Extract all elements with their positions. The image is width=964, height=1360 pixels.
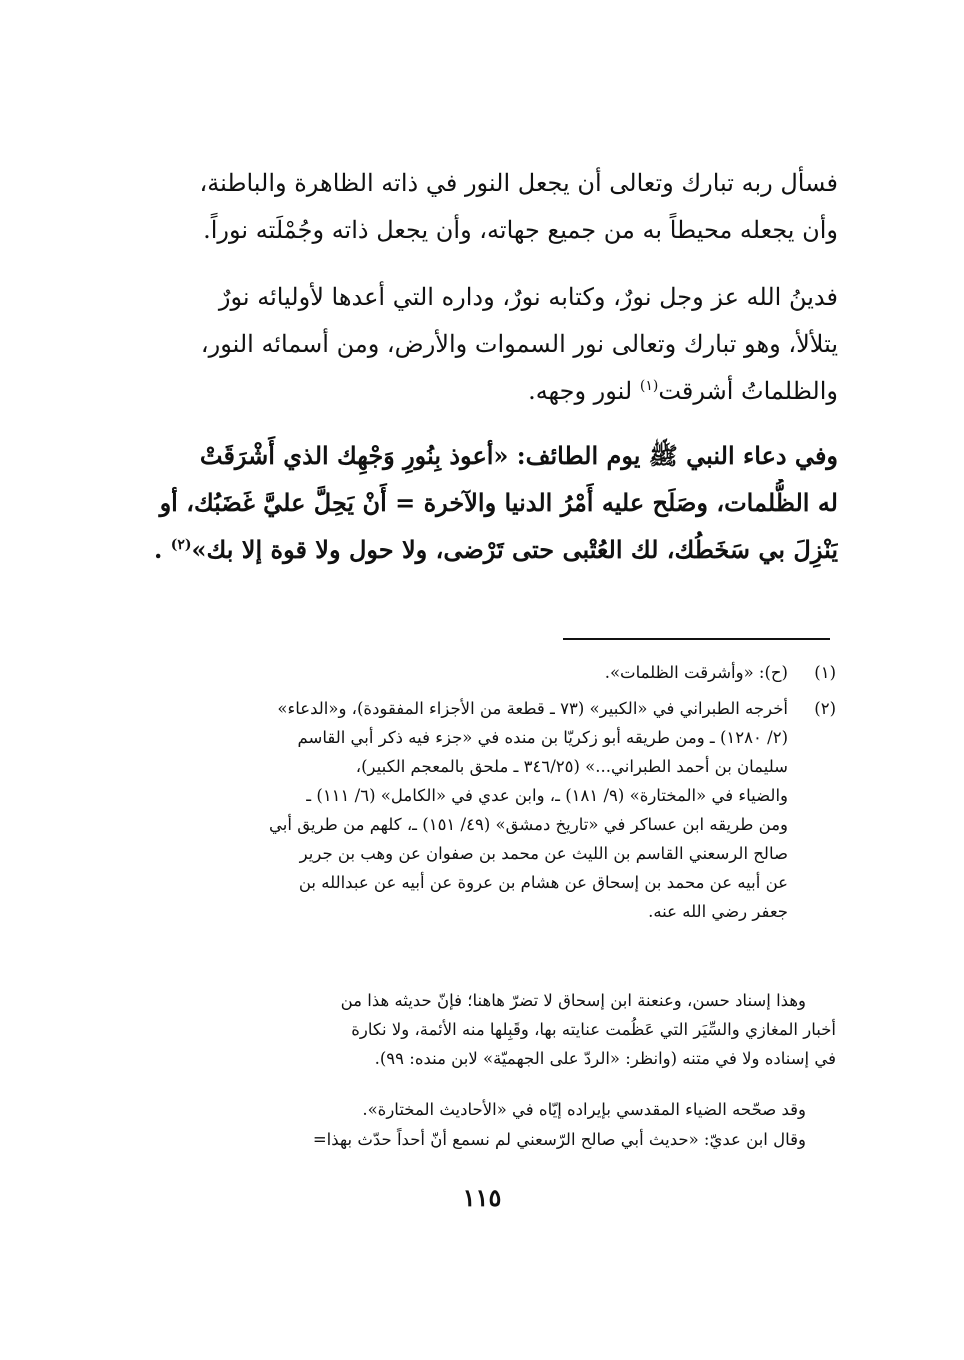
footnote-line: سليمان بن أحمد الطبراني...» (٣٤٦/٢٥ ـ ملحق بالمعجم الكبير)، — [355, 757, 788, 776]
footnote-line: عن أبيه عن محمد بن إسحاق عن هشام بن عروة عن أبيه عن عبدالله بن — [298, 873, 788, 892]
footnote-ref-1: (١) — [639, 378, 659, 394]
footnote-line: جعفر رضي الله عنه. — [648, 902, 788, 921]
text-line — [128, 526, 838, 573]
footnote-line: صالح الرسعني القاسم بن الليث عن محمد بن صفوان عن وهب بن جرير — [299, 844, 788, 863]
footnote-line: وقد صحّحه الضياء المقدسي بإيراده إيّاه في «الأحاديث المختارة». — [362, 1100, 806, 1119]
footnote-line: والضياء في «المختارة» (٩/ ١٨١) ـ، وابن عدي في «الكامل» (٦/ ١١١) ـ — [306, 786, 788, 805]
footnote-line: (ح): «وأشرقت الظلمات». — [604, 663, 788, 682]
text-line: وأن يجعله محيطاً به من جميع جهاته، وأن يجعل ذاته وجُمْلَته نوراً. — [203, 216, 838, 244]
text-line: له الظُّلمات، وصَلَح عليه أَمْرُ الدنيا والآخرة = أَنْ يَحِلَّ عليَّ غَضَبُك، أو — [159, 488, 838, 517]
footnote-line: أخبار المغازي والسِّيَر التي عَظُمت عنايته بها، وقَبِلها منه الأئمة، ولا نكارة — [351, 1020, 836, 1039]
footnote-line: وقال ابن عديّ: «حديث أبي صالح الرّسعني لم نسمع أنّ أحداً حدّث بهذا= — [312, 1130, 806, 1149]
text-line: يتلألأ، وهو تبارك وتعالى نور السموات والأرض، ومن أسمائه النور، — [200, 330, 838, 358]
text-line — [128, 368, 838, 415]
page-number: ١١٥ — [462, 1183, 502, 1212]
text-run: والظلماتُ أشرقت — [658, 377, 838, 405]
footnote-line: أخرجه الطبراني في «الكبير» (٧٣ ـ قطعة من الأجزاء المفقودة)، و«الدعاء» — [277, 699, 788, 718]
text-line: فسأل ربه تبارك وتعالى أن يجعل النور في ذاته الظاهرة والباطنة، — [199, 169, 838, 197]
footnote-line: وهذا إسناد حسن، وعنعنة ابن إسحاق لا تضرّ هاهنا؛ فإنّ حديثه هذا من — [340, 991, 806, 1010]
main-paragraph-1 — [128, 160, 838, 254]
footnote-2 — [128, 694, 836, 926]
text-line: فدينُ الله عز وجل نورٌ، وكتابه نورٌ، وداره التي أعدها لأوليائه نورٌ — [218, 283, 838, 311]
footnote-number: (٢) — [814, 699, 836, 718]
main-paragraph-2 — [128, 274, 838, 415]
text-run: يَنْزِلَ بي سَخَطُك، لك العُتْبى حتى تَرْضى، ولا حول ولا قوة إلا بك» — [191, 535, 838, 564]
footnote-ref-2: (٢) — [170, 537, 192, 553]
footnote-line: في إسناده ولا في متنه (وانظر: «الردّ على الجهميّة» لابن منده: ٩٩). — [374, 1049, 836, 1068]
footnote-line: ومن طريقه ابن عساكر في «تاريخ دمشق» (٤٩/ ١٥١) ـ، كلهم من طريق أبي — [269, 815, 788, 834]
main-paragraph-3 — [128, 432, 838, 573]
footnote-2-authentication — [128, 1095, 836, 1124]
footnote-divider — [563, 638, 830, 640]
footnote-2-ibn-adi-quote — [128, 1125, 836, 1154]
text-run: . — [154, 535, 171, 564]
footnote-line: (٢/ ١٢٨٠) ـ ومن طريقه أبو زكريّا بن منده في «جزء فيه ذكر أبي القاسم — [297, 728, 788, 747]
footnote-number: (١) — [814, 663, 836, 682]
text-run: لنور وجهه. — [528, 377, 640, 405]
footnote-2-commentary — [128, 986, 836, 1073]
footnote-1 — [128, 658, 836, 687]
text-line: وفي دعاء النبي ﷺ يوم الطائف: «أعوذ بِنُورِ وَجْهِك الذي أَشْرَقَتْ — [199, 441, 838, 470]
